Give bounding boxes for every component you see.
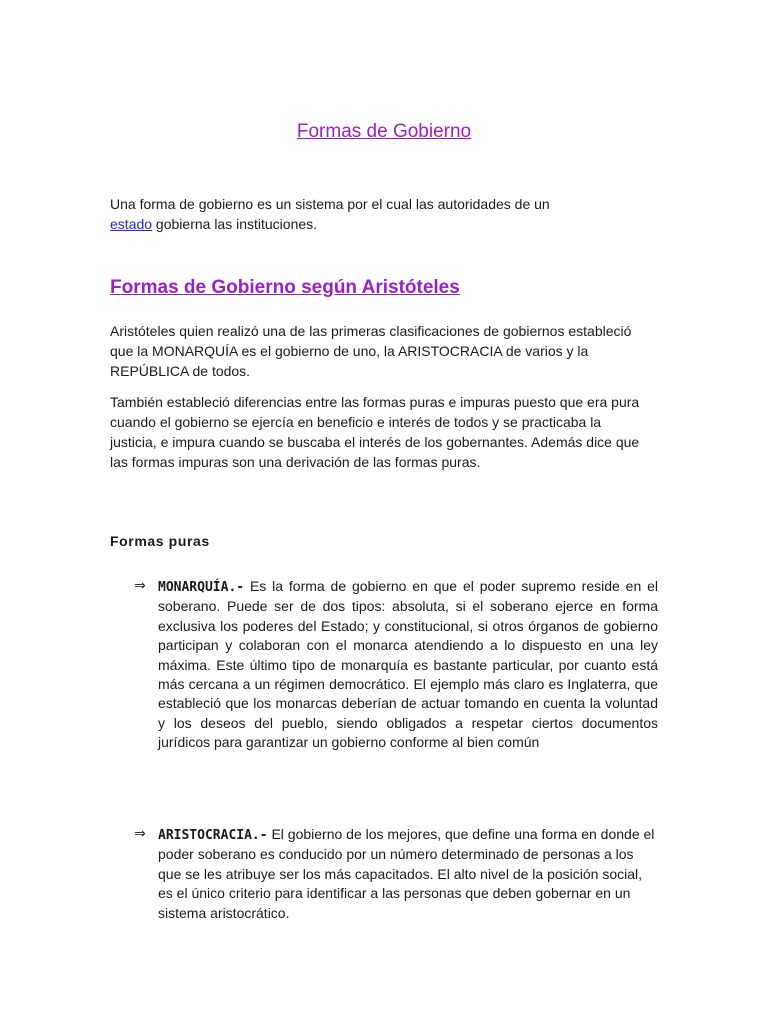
page-title: Formas de Gobierno xyxy=(296,121,472,142)
double-arrow-icon: ⇒ xyxy=(134,826,146,842)
term-aristocracia: ARISTOCRACIA.- xyxy=(158,828,268,843)
list-item-body xyxy=(158,577,658,753)
definition-aristocracia: El gobierno de los mejores, que define una forma en donde el poder soberano es conducido por un número determinado de personas a los que se les atribuye ser los más capacitados. El alto nivel de la posición social, es el único criterio para identificar a las personas que deben gobernar en un sistema aristocrático. xyxy=(158,826,655,921)
intro-text-before: Una forma de gobierno es un sistema por el cual las autoridades de un xyxy=(110,196,550,212)
paragraph-classification: Aristóteles quien realizó una de las primeras clasificaciones de gobiernos estableció que la MONARQUÍA es el gobierno de uno, la ARISTOCRACIA de varios y la REPÚBLICA de todos. xyxy=(110,323,632,379)
list-item-body xyxy=(158,825,658,923)
list-item-aristocracia xyxy=(134,825,658,923)
list-item-monarquia xyxy=(134,577,658,753)
subheading-formas-puras: Formas puras xyxy=(110,533,210,549)
estado-link[interactable]: estado xyxy=(110,216,153,232)
term-monarquia: MONARQUÍA.- xyxy=(158,580,245,595)
intro-text-after: gobierna las instituciones. xyxy=(152,216,318,232)
section-heading: Formas de Gobierno según Aristóteles xyxy=(110,277,460,298)
intro-paragraph xyxy=(110,194,590,234)
paragraph-pure-impure: También estableció diferencias entre las formas puras e impuras puesto que era pura cuando el gobierno se ejercía en beneficio e interés de todos y se practicaba la justicia, e impura cuando se buscaba el interés de los gobernantes. Además dice que las formas impuras son una derivación de las formas puras. xyxy=(110,394,640,470)
double-arrow-icon: ⇒ xyxy=(134,578,146,594)
definition-monarquia: Es la forma de gobierno en que el poder supremo reside en el soberano. Puede ser de dos tipos: absoluta, si el soberano ejerce en forma exclusiva los poderes del Estado; y constitucional, si otros órganos de gobierno participan y colaboran con el monarca atendiendo a lo dispuesto en una ley máxima. Este último tipo de monarquía es bastante particular, por cuanto está más cercana a un régimen democrático. El ejemplo más claro es Inglaterra, que estableció que los monarcas deberían de actuar tomando en cuenta la voluntad y los deseos del pueblo, siendo obligados a respetar ciertos documentos jurídicos para garantizar un gobierno conforme al bien común xyxy=(158,578,658,751)
